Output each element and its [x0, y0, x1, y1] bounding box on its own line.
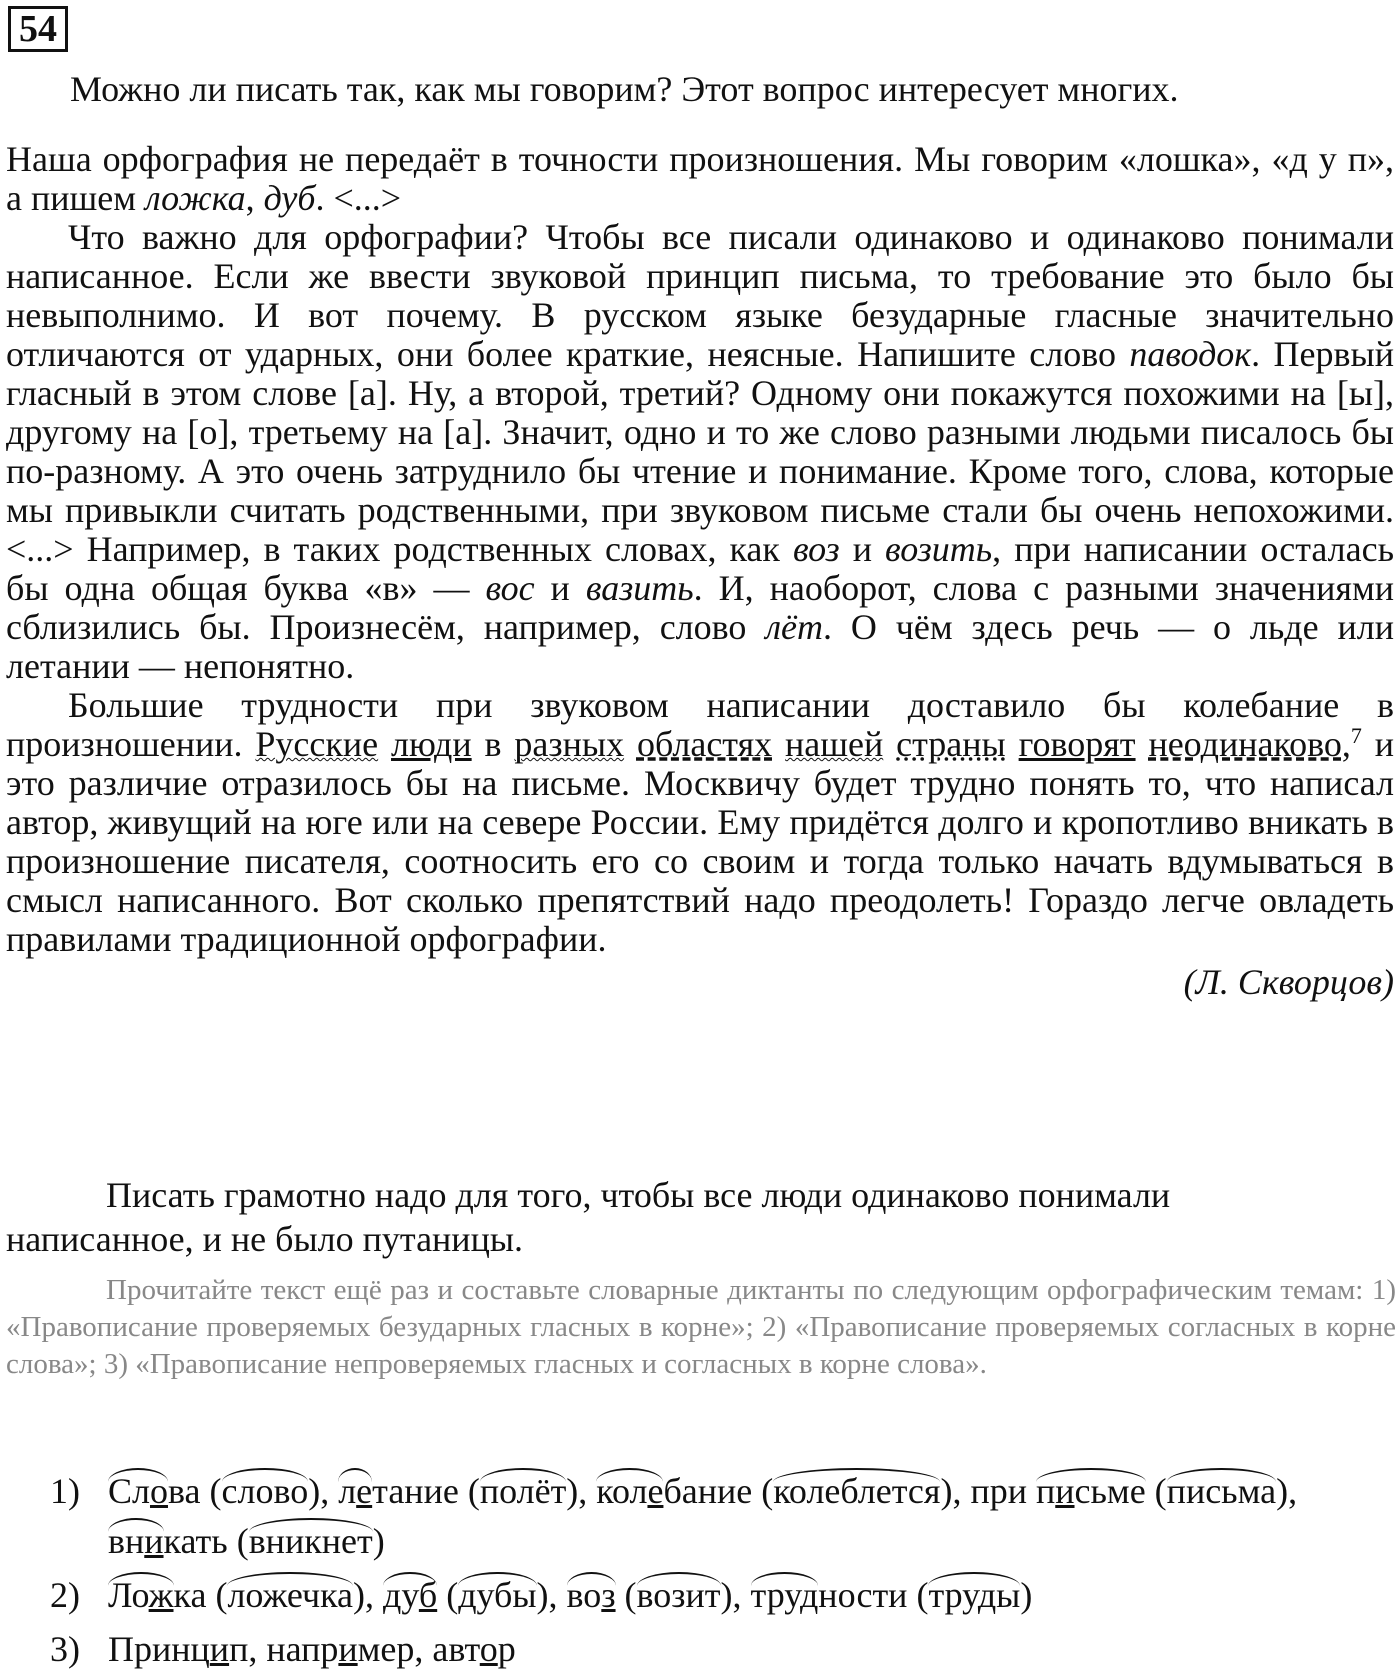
- spelling-letter: д: [799, 1575, 819, 1615]
- parsed-word-adverbial: неодинаково: [1148, 724, 1342, 764]
- text-span: Наша орфография не передаёт в точности произношения. Мы говорим «лошка», «: [6, 139, 1290, 179]
- parsed-word-adverbial: областях: [636, 724, 773, 764]
- text-span: кать: [163, 1521, 228, 1561]
- text-span: вн: [108, 1521, 145, 1561]
- check-word: дубы: [458, 1572, 536, 1615]
- text-span: тание: [372, 1471, 459, 1511]
- text-span: и это различие отразилось бы на письме. Москвичу будет трудно понять то, что написал автор, живущий на юге или на севере России. Ему придётся долго и кропотливо вникать в произношение писателя, соотносить его со своим и тогда только начать вдумываться в смысл написанного. Вот сколько препятствий надо преодолеть! Гораздо легче овладеть правилами традиционной орфографии.: [6, 724, 1395, 959]
- italic-word: лёт: [765, 607, 823, 647]
- answer-item-3: [50, 1624, 1390, 1674]
- text-span: ), при: [940, 1471, 1036, 1511]
- answer-number: 3): [50, 1629, 80, 1669]
- text-span: п: [1035, 1471, 1056, 1511]
- text-span: ,: [245, 178, 264, 218]
- text-author: (Л. Скворцов): [1183, 962, 1394, 1002]
- text-span: (: [200, 1471, 222, 1511]
- text-span: ва: [167, 1471, 201, 1511]
- text-span: ): [1020, 1575, 1033, 1615]
- root-arc: [1036, 1468, 1146, 1511]
- task-instruction: Прочитайте текст ещё раз и составьте словарные диктанты по следующим орфографическим темам: 1) «Правописание проверяемых безударных гласных в корне»; 2) «Правописание проверяемых согласных в корне слова»; 3) «Правописание непроверяемых гласных и согласных в корне слова».: [6, 1274, 1396, 1380]
- answers-list: [50, 1466, 1390, 1674]
- text-span: р: [497, 1629, 516, 1669]
- text-span: авт: [432, 1629, 480, 1669]
- text-span: мер,: [357, 1629, 433, 1669]
- check-word: письма: [1167, 1468, 1276, 1511]
- text-span: Что важно для орфографии? Чтобы все писали одинаково и одинаково понимали написанное. Если же ввести звуковой принцип письма, то требование это было бы невыполнимо. И вот почему. В русском языке безударные гласные значительно отличаются от ударных, они более краткие, неясные. Напишите слово: [6, 217, 1394, 374]
- italic-word: ложка: [145, 178, 246, 218]
- answer-item-1: [50, 1466, 1390, 1566]
- answer-text: [108, 1570, 1390, 1620]
- text-span: (: [227, 1521, 249, 1561]
- text-span: ): [372, 1521, 385, 1561]
- text-span: ),: [353, 1575, 384, 1615]
- text-span: ),: [566, 1471, 597, 1511]
- parsed-word-object: страны: [896, 724, 1006, 764]
- text-span: Принц: [108, 1629, 210, 1669]
- answer-text: [108, 1624, 1390, 1674]
- italic-word: возить: [885, 529, 993, 569]
- text-span: (: [437, 1575, 459, 1615]
- paragraph-1: [6, 140, 1394, 218]
- text-span: . Первый гласный в этом слове [а]. Ну, а второй, третий? Одному они покажутся похожими на [ы], другому на [о], третьему на [а]. Значит, одно и то же слово разными людьми писалось бы по-разному. А это очень затруднило бы чтение и понимание. Кроме того, слова, которые мы привыкли считать родственными, при звуковом письме стали бы очень непохожими. <...> Например, в таких родственных словах, как: [6, 334, 1394, 569]
- spelling-letter: б: [418, 1575, 438, 1615]
- spelling-letter: и: [144, 1521, 164, 1561]
- italic-word: дуб: [263, 178, 316, 218]
- spelling-letter: и: [338, 1629, 358, 1669]
- check-word: вникнет: [249, 1518, 373, 1561]
- text-span: сьме: [1074, 1471, 1146, 1511]
- text-span: Ло: [108, 1575, 149, 1615]
- text-span: напр: [266, 1629, 339, 1669]
- answer-item-2: [50, 1570, 1390, 1620]
- text-span: . И, наоборот, слова с разными значениями сблизились бы. Произнесём, например, слово: [6, 568, 1394, 647]
- text-span: (: [1145, 1471, 1167, 1511]
- spelling-letter: е: [647, 1471, 664, 1511]
- text-span: ),: [1276, 1471, 1298, 1511]
- paragraph-3: [6, 686, 1394, 959]
- text-span: (: [206, 1575, 228, 1615]
- root-arc: [338, 1468, 372, 1511]
- check-word: труды: [928, 1572, 1020, 1615]
- text-span: п,: [229, 1629, 267, 1669]
- check-word: колеблется: [773, 1468, 940, 1511]
- italic-word: вос: [485, 568, 535, 608]
- text-span: во: [566, 1575, 602, 1615]
- root-arc: [108, 1572, 174, 1615]
- text-span: ,: [1341, 724, 1351, 764]
- text-span: », а пишем: [6, 139, 1394, 218]
- root-arc: [596, 1468, 663, 1511]
- spelling-letter: ж: [148, 1575, 174, 1615]
- answer-number: 2): [50, 1575, 80, 1615]
- parsed-word-definition: разных: [514, 724, 625, 764]
- root-arc: [108, 1518, 164, 1561]
- text-span: кол: [596, 1471, 648, 1511]
- parsed-word-definition: Русские: [255, 724, 379, 764]
- text-span: ности: [818, 1575, 908, 1615]
- check-word: полёт: [480, 1468, 566, 1511]
- text-span: д у п: [1289, 139, 1367, 179]
- answer-text: [108, 1466, 1390, 1566]
- text-span: ду: [383, 1575, 419, 1615]
- spelling-letter: о: [149, 1471, 168, 1511]
- text-span: (: [615, 1575, 637, 1615]
- check-word: слово: [222, 1468, 309, 1511]
- text-span: бание: [663, 1471, 753, 1511]
- text-span: (: [458, 1471, 480, 1511]
- italic-word: вазить: [585, 568, 694, 608]
- text-span: Сл: [108, 1471, 150, 1511]
- parsed-word-predicate: говорят: [1018, 724, 1136, 764]
- text-span: ),: [308, 1471, 339, 1511]
- parsed-word-subject: люди: [391, 724, 472, 764]
- spelling-letter: и: [1055, 1471, 1075, 1511]
- parsed-word-definition: нашей: [785, 724, 884, 764]
- source-text: [6, 140, 1394, 1002]
- text-span: (: [907, 1575, 929, 1615]
- footnote-mark: 7: [1350, 723, 1362, 748]
- text-span: (: [752, 1471, 774, 1511]
- text-span: ),: [720, 1575, 751, 1615]
- text-span: тру: [750, 1575, 800, 1615]
- text-span: в: [484, 724, 502, 764]
- root-arc: [751, 1572, 819, 1615]
- spelling-letter: о: [479, 1629, 498, 1669]
- spelling-letter: и: [209, 1629, 230, 1669]
- answer-number: 1): [50, 1471, 80, 1511]
- root-arc: [108, 1468, 168, 1511]
- text-span: ),: [536, 1575, 567, 1615]
- text-span: и: [839, 529, 886, 569]
- spelling-letter: з: [601, 1575, 616, 1615]
- check-word: ложечка: [227, 1572, 353, 1615]
- exercise-intro: Можно ли писать так, как мы говорим? Этот вопрос интересует многих.: [70, 69, 1179, 109]
- text-span: , при написании осталась бы одна общая буква «в» —: [6, 529, 1394, 608]
- text-span: Большие трудности при звуковом написании доставило бы колебание в произношении.: [6, 685, 1394, 764]
- root-arc: [383, 1572, 437, 1615]
- text-span: . <...>: [315, 178, 402, 218]
- root-arc: [567, 1572, 616, 1615]
- text-span: и: [534, 568, 586, 608]
- text-span: ка: [173, 1575, 207, 1615]
- text-span: л: [338, 1471, 357, 1511]
- paragraph-2: [6, 218, 1394, 686]
- check-word: возит: [637, 1572, 721, 1615]
- italic-word: воз: [792, 529, 840, 569]
- spelling-letter: е: [356, 1471, 373, 1511]
- answer-intro: Писать грамотно надо для того, чтобы все люди одинаково понимали написанное, и не было путаницы.: [6, 1175, 1171, 1259]
- italic-word: паводок: [1129, 334, 1252, 374]
- text-span: . О чём здесь речь — о льде или летании — непонятно.: [6, 607, 1394, 686]
- exercise-number: 54: [8, 6, 68, 52]
